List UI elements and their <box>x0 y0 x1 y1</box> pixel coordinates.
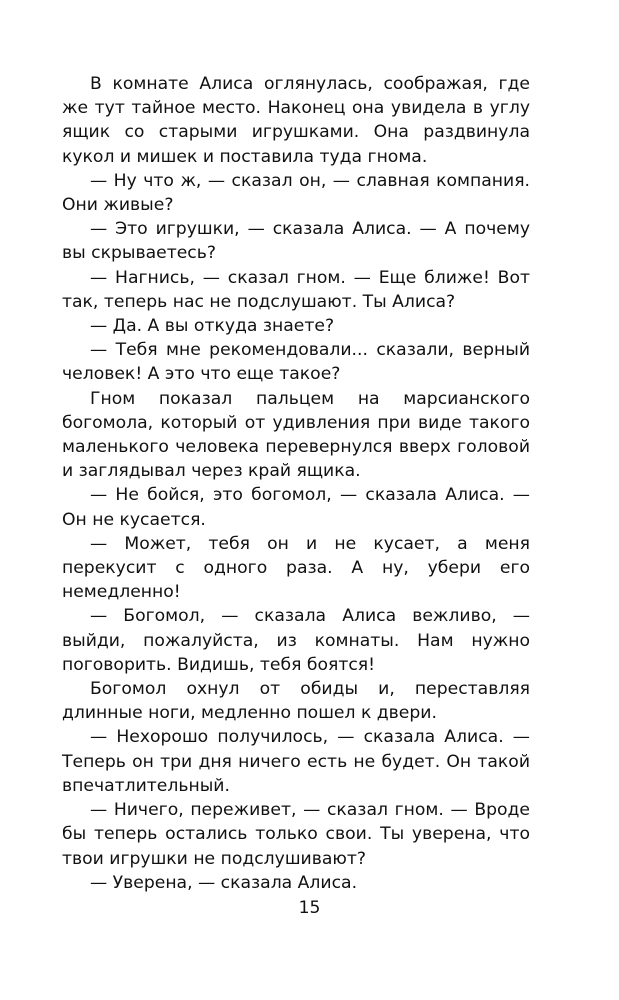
paragraph: — Тебя мне рекомендовали... сказали, верный человек! А это что еще такое? <box>62 340 530 385</box>
paragraph: — Уверена, — сказала Алиса. <box>90 872 358 893</box>
paragraph: — Нехорошо получилось, — сказала Алиса. — Теперь он три дня ничего есть не будет. Он такой впечатлительный. <box>62 727 530 796</box>
paragraph: — Это игрушки, — сказала Алиса. — А почему вы скрываетесь? <box>62 219 530 264</box>
page-number: 15 <box>298 898 321 918</box>
paragraph: — Не бойся, это богомол, — сказала Алиса. — Он не кусается. <box>62 485 530 530</box>
paragraph: — Ну что ж, — сказал он, — славная компания. Они живые? <box>62 170 530 216</box>
paragraph: — Может, тебя он и не кусает, а меня перекусит с одного раза. А ну, убери его немедленно! <box>62 533 530 603</box>
paragraph: — Богомол, — сказала Алиса вежливо, — выйди, пожалуйста, из комнаты. Нам нужно поговорить. Видишь, тебя боятся! <box>62 606 530 675</box>
paragraph: В комнате Алиса оглянулась, соображая, где же тут тайное место. Наконец она увидела в углу ящик со старыми игрушками. Она раздвинула кукол и мишек и поставила туда гнома. <box>62 74 530 167</box>
paragraph: — Ничего, переживет, — сказал гном. — Вроде бы теперь остались только свои. Ты уверена, что твои игрушки не подслушивают? <box>62 800 530 869</box>
paragraph: — Да. А вы откуда знаете? <box>90 316 335 337</box>
paragraph: — Нагнись, — сказал гном. — Еще ближе! Вот так, теперь нас не подслушают. Ты Алиса? <box>62 267 530 312</box>
paragraph: Гном показал пальцем на марсианского богомола, который от удивления при виде такого маленького человека перевернулся вверх головой и заглядывал через край ящика. <box>62 388 530 482</box>
paragraph: Богомол охнул от обиды и, переставляя длинные ноги, медленно пошел к двери. <box>62 679 530 724</box>
page-body <box>62 72 530 895</box>
